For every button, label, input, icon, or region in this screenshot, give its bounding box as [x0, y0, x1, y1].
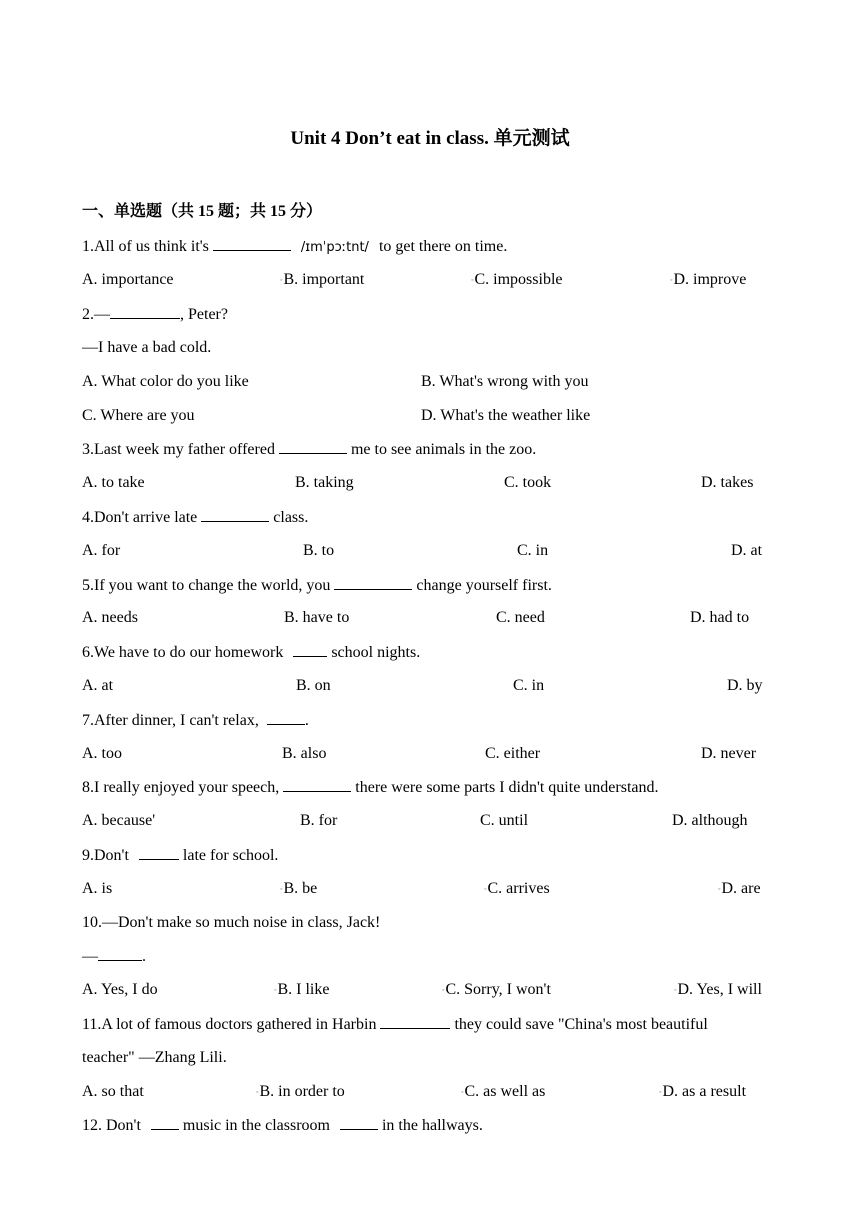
option-d[interactable]: D. although	[672, 812, 748, 829]
answer-blank[interactable]	[279, 438, 347, 454]
option-b[interactable]: B. to	[303, 542, 335, 559]
answer-blank[interactable]	[213, 235, 291, 251]
question-11-continued: teacher" —Zhang Lili.	[82, 1049, 227, 1066]
option-d[interactable]: D. at	[731, 542, 763, 559]
option-a[interactable]: A. at	[82, 677, 114, 694]
question-8: 8.I really enjoyed your speech, there were some parts I didn't quite understand.	[82, 776, 659, 799]
question-7: 7.After dinner, I can't relax, .	[82, 709, 309, 732]
question-10: 10.—Don't make so much noise in class, Jack!	[82, 914, 381, 931]
question-11: 11.A lot of famous doctors gathered in Harbin they could save "China's most beautiful	[82, 1013, 708, 1036]
option-c[interactable]: ◦C. impossible	[471, 271, 563, 288]
question-4: 4.Don't arrive late class.	[82, 506, 308, 529]
bullet-dot-icon: ◦	[274, 986, 277, 995]
question-5: 5.If you want to change the world, you change yourself first.	[82, 574, 552, 597]
option-c[interactable]: C. in	[517, 542, 549, 559]
option-d[interactable]: D. What's the weather like	[421, 407, 591, 424]
option-b[interactable]: ◦B. I like	[274, 981, 330, 998]
option-b[interactable]: B. also	[282, 745, 327, 762]
option-a[interactable]: A. because'	[82, 812, 156, 829]
option-a[interactable]: A. needs	[82, 609, 138, 626]
answer-blank[interactable]	[98, 945, 142, 961]
option-b[interactable]: ◦B. be	[280, 880, 318, 897]
section-heading: 一、单选题（共 15 题；共 15 分）	[82, 203, 323, 220]
option-c[interactable]: ◦C. as well as	[461, 1083, 546, 1100]
option-d[interactable]: D. by	[727, 677, 763, 694]
bullet-dot-icon: ◦	[484, 885, 487, 894]
question-2: 2.— , Peter?	[82, 303, 228, 326]
phonetic-transcription: /ɪmˈpɔːtnt/	[300, 240, 369, 255]
option-d[interactable]: ◦D. Yes, I will	[674, 981, 762, 998]
question-12: 12. Don't music in the classroom in the hallways.	[82, 1114, 483, 1137]
answer-blank[interactable]	[380, 1013, 450, 1029]
option-b[interactable]: ◦B. in order to	[256, 1083, 345, 1100]
bullet-dot-icon: ◦	[256, 1088, 259, 1097]
option-a[interactable]: A. What color do you like	[82, 373, 249, 390]
option-c[interactable]: C. either	[485, 745, 541, 762]
answer-blank[interactable]	[340, 1114, 378, 1130]
option-c[interactable]: C. in	[513, 677, 545, 694]
answer-blank[interactable]	[267, 709, 305, 725]
option-b[interactable]: B. have to	[284, 609, 350, 626]
option-d[interactable]: ◦D. improve	[670, 271, 747, 288]
option-c[interactable]: C. until	[480, 812, 529, 829]
option-c[interactable]: C. need	[496, 609, 545, 626]
option-d[interactable]: D. never	[701, 745, 757, 762]
option-a[interactable]: A. to take	[82, 474, 145, 491]
option-b[interactable]: B. taking	[295, 474, 354, 491]
question-6: 6.We have to do our homework school nights.	[82, 641, 420, 664]
question-9: 9.Don't late for school.	[82, 844, 278, 867]
bullet-dot-icon: ◦	[280, 885, 283, 894]
option-a[interactable]: A. Yes, I do	[82, 981, 158, 998]
bullet-dot-icon: ◦	[659, 1088, 662, 1097]
option-d[interactable]: D. had to	[690, 609, 750, 626]
option-c[interactable]: ◦C. Sorry, I won't	[442, 981, 551, 998]
option-a[interactable]: A. is	[82, 880, 113, 897]
bullet-dot-icon: ◦	[461, 1088, 464, 1097]
option-b[interactable]: B. for	[300, 812, 338, 829]
option-b[interactable]: B. on	[296, 677, 331, 694]
answer-blank[interactable]	[110, 303, 180, 319]
option-c[interactable]: C. Where are you	[82, 407, 195, 424]
bullet-dot-icon: ◦	[442, 986, 445, 995]
page-title: Unit 4 Don’t eat in class. 单元测试	[290, 128, 570, 149]
bullet-dot-icon: ◦	[674, 986, 677, 995]
bullet-dot-icon: ◦	[670, 276, 673, 285]
option-c[interactable]: C. took	[504, 474, 552, 491]
option-d[interactable]: D. takes	[701, 474, 754, 491]
option-b[interactable]: ◦B. important	[280, 271, 365, 288]
bullet-dot-icon: ◦	[280, 276, 283, 285]
answer-blank[interactable]	[151, 1114, 179, 1130]
question-3: 3.Last week my father offered me to see animals in the zoo.	[82, 438, 536, 461]
bullet-dot-icon: ◦	[718, 885, 721, 894]
answer-blank[interactable]	[293, 641, 327, 657]
answer-blank[interactable]	[283, 776, 351, 792]
option-a[interactable]: A. too	[82, 745, 122, 762]
question-1: 1.All of us think it's /ɪmˈpɔːtnt/ to get there on time.	[82, 235, 507, 259]
option-c[interactable]: ◦C. arrives	[484, 880, 550, 897]
option-d[interactable]: ◦D. as a result	[659, 1083, 747, 1100]
answer-blank[interactable]	[201, 506, 269, 522]
answer-blank[interactable]	[334, 574, 412, 590]
option-a[interactable]: A. so that	[82, 1083, 144, 1100]
bullet-dot-icon: ◦	[471, 276, 474, 285]
question-2-response: —I have a bad cold.	[82, 339, 212, 356]
option-a[interactable]: A. importance	[82, 271, 174, 288]
option-d[interactable]: ◦D. are	[718, 880, 761, 897]
answer-blank[interactable]	[139, 844, 179, 860]
option-b[interactable]: B. What's wrong with you	[421, 373, 589, 390]
question-10-response: — .	[82, 945, 146, 968]
option-a[interactable]: A. for	[82, 542, 121, 559]
